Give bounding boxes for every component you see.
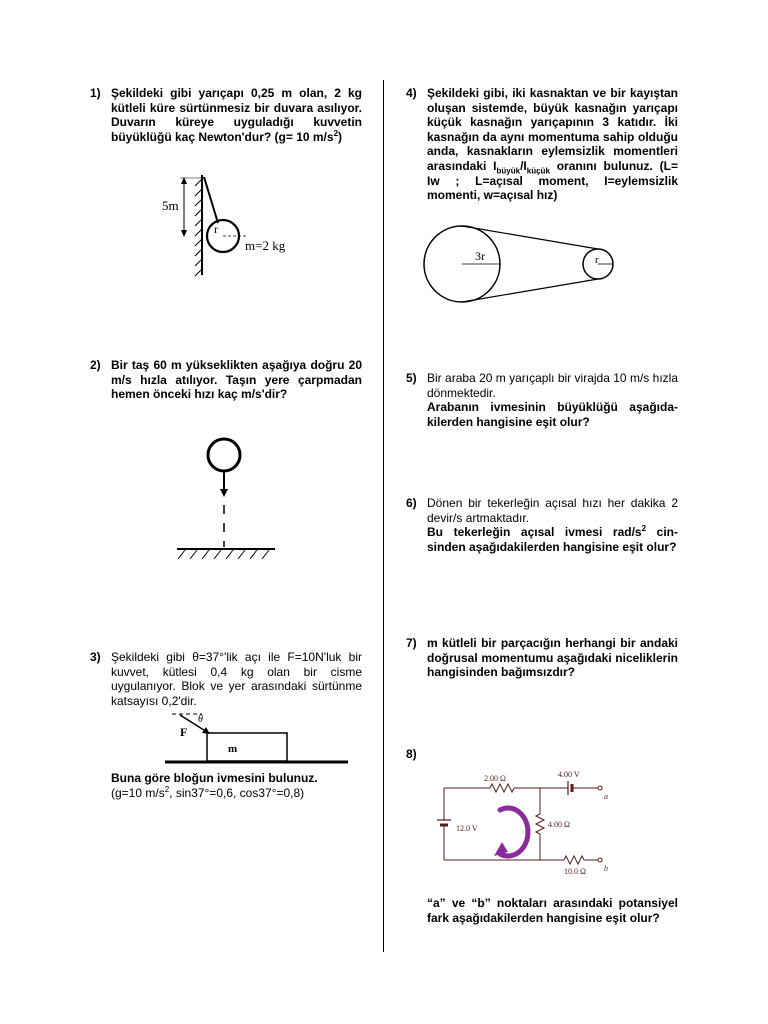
question-text: Bir araba 20 m yarıçaplı bir virajda 10 m/s hızla dönmektedir. Arabanın ivmesinin büyüklüğü aşağıda-kilerden hangisine eşit olur? [427, 371, 678, 429]
question-5 [406, 371, 678, 429]
small-pulley-label: r [595, 254, 599, 266]
question-text: Şekildeki gibi, iki kasnaktan ve bir kayıştan oluşan sistemde, büyük kasnağın yarıçapı küçük kasnağın yarıçapının 3 katıdır. İki kasnağın da aynı momentuma sahip olduğu anda, kasnakların eylemsizlik momentleri arasındaki $I_{büyük}/I_{küçük}$ oranını bulunuz. (L= Iw ; L=açısal moment, I=eylemsizlik momenti, w=açısal hız) [427, 86, 678, 203]
angle-label: θ [198, 714, 203, 725]
question-8-text [427, 896, 678, 925]
question-2 [90, 358, 362, 402]
question-number: 2) [90, 358, 101, 372]
radius-label: r [214, 222, 218, 236]
question-text: Şekildeki gibi yarıçapı 0,25 m olan, 2 kg kütleli küre sürtünmesiz bir duvara asılıyor. Duvarın küreye uyguladığı kuvvetin büyüklüğü kaç Newton'dur? (g= 10 $m/s^2$) [111, 86, 362, 144]
question-text: Şekildeki gibi θ=37°'lik açı ile F=10N'luk bir kuvvet, kütlesi 0,4 kg olan bir cisme uygulanıyor. Blok ve yer arasındaki sürtünme katsayısı 0,2'dir. [111, 650, 362, 708]
question-1 [90, 86, 362, 144]
question-number: 7) [406, 636, 417, 650]
question-number: 8) [406, 747, 417, 761]
question-number: 3) [90, 650, 101, 664]
resistor-3-label: 10.0 Ω [564, 867, 586, 876]
question-4 [406, 86, 678, 203]
question-text: m kütleli bir parçacığın herhangi bir andaki doğrusal momentumu aşağıdaki niceliklerin hangisinden bağımsızdır? [427, 636, 678, 680]
question-3 [90, 650, 362, 708]
resistor-2-label: 4.00 Ω [548, 820, 570, 829]
height-label: 5m [162, 198, 179, 213]
question-text: “a” ve “b” noktaları arasındaki potansiyel fark aşağıdakilerden hangisine eşit olur? [427, 896, 678, 925]
question-number: 5) [406, 371, 417, 385]
mass-label: m=2 kg [245, 238, 286, 253]
question-number: 1) [90, 86, 101, 100]
question-6 [406, 496, 678, 554]
figure-falling-stone [172, 435, 282, 570]
followup-question: Buna göre bloğun ivmesini bulunuz. [111, 771, 318, 785]
force-label: F [180, 725, 188, 739]
figure-block-force [160, 708, 350, 768]
question-text: Bir taş 60 m yükseklikten aşağıya doğru 20 m/s hızla atılıyor. Taşın yere çarpmadan hemen önceki hızı kaç m/s'dir? [111, 358, 362, 402]
mass-label: m [228, 743, 238, 755]
column-divider [383, 80, 384, 952]
question-7 [406, 636, 678, 680]
figure-circuit [428, 768, 618, 878]
battery-left-label: 12.0 V [456, 824, 478, 833]
figure-hanging-sphere [150, 165, 310, 285]
question-number: 4) [406, 86, 417, 100]
question-number: 6) [406, 496, 417, 510]
figure-pulleys [420, 222, 620, 306]
given-values: (g=10 $m/s^2$, sin37°=0,6, cos37°=0,8) [111, 784, 305, 800]
question-3-followup [111, 771, 362, 800]
question-text: Dönen bir tekerleğin açısal hızı her dakika 2 devir/s artmaktadır. Bu tekerleğin açısal ivmesi rad/$s^2$ cin-sinden aşağıdakilerden hangisine eşit olur? [427, 496, 678, 554]
node-b-label: b [604, 864, 608, 873]
big-pulley-label: 3r [475, 249, 485, 263]
battery-top-label: 4.00 V [558, 770, 580, 779]
node-a-label: a [604, 792, 608, 801]
resistor-1-label: 2.00 Ω [484, 774, 506, 783]
